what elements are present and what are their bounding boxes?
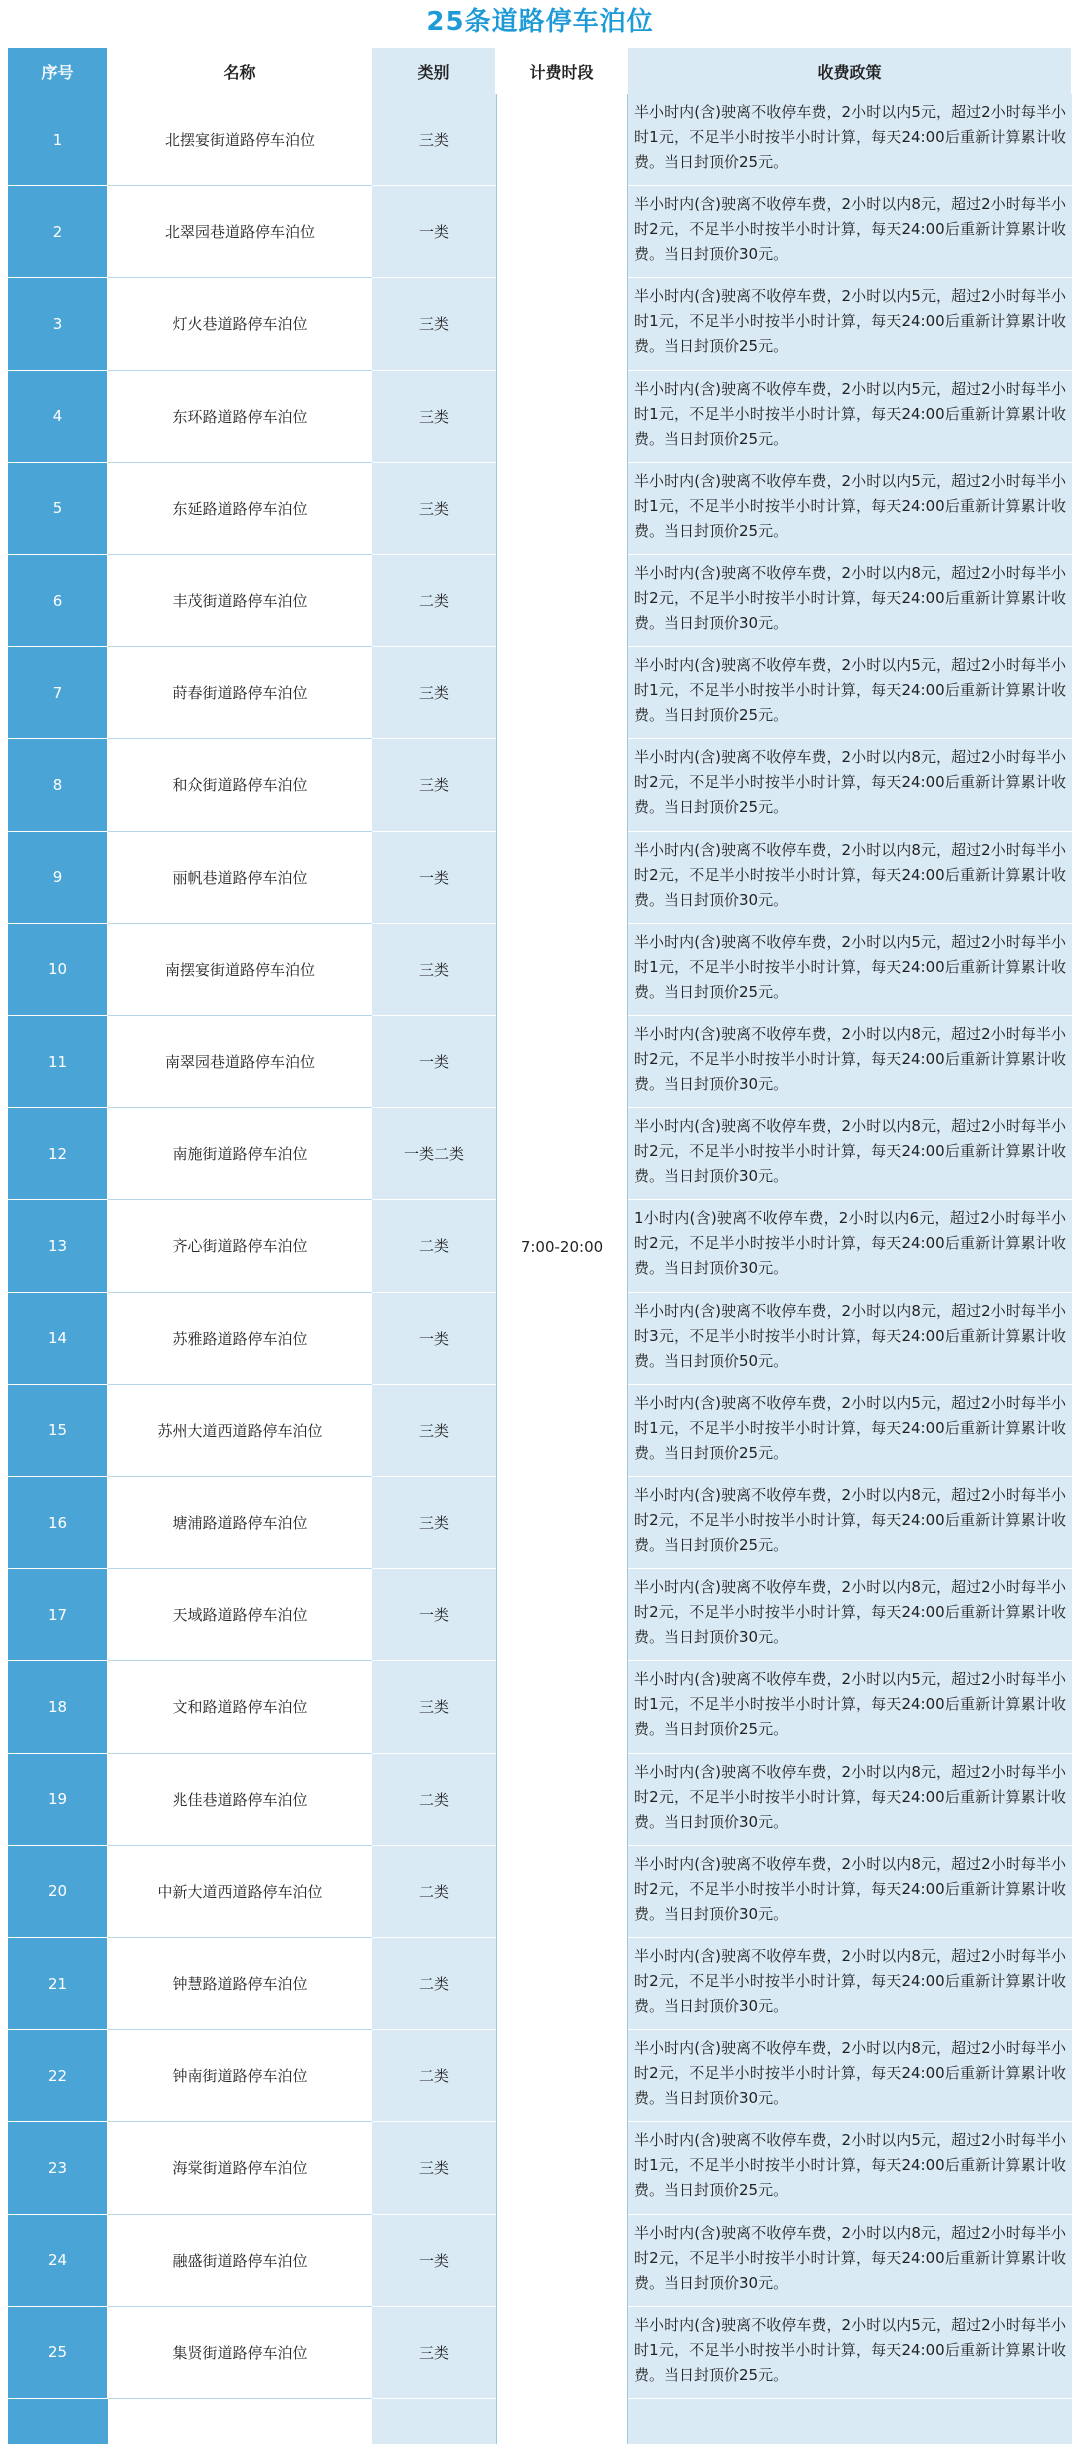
row-seq: 24 xyxy=(8,2215,108,2307)
row-name: 南施街道路停车泊位 xyxy=(108,1108,372,1200)
row-policy: 半小时内(含)驶离不收停车费，2小时以内8元，超过2小时每半小时2元，不足半小时按半小时计算，每天24:00后重新计算累计收费。当日封顶价30元。 xyxy=(628,1016,1072,1108)
row-policy: 半小时内(含)驶离不收停车费，2小时以内5元，超过2小时每半小时1元，不足半小时按半小时计算，每天24:00后重新计算累计收费。当日封顶价25元。 xyxy=(628,463,1072,555)
row-policy: 半小时内(含)驶离不收停车费，2小时以内5元，超过2小时每半小时1元，不足半小时按半小时计算，每天24:00后重新计算累计收费。当日封顶价25元。 xyxy=(628,278,1072,370)
row-seq: 8 xyxy=(8,739,108,831)
row-name: 丰茂街道路停车泊位 xyxy=(108,555,372,647)
row-name: 天域路道路停车泊位 xyxy=(108,1569,372,1661)
row-name: 南翠园巷道路停车泊位 xyxy=(108,1016,372,1108)
row-category: 三类 xyxy=(372,2122,496,2214)
header-name: 名称 xyxy=(108,48,372,94)
table-footer-stub xyxy=(372,2399,496,2444)
row-category: 三类 xyxy=(372,278,496,370)
row-seq: 6 xyxy=(8,555,108,647)
row-policy: 半小时内(含)驶离不收停车费，2小时以内5元，超过2小时每半小时1元，不足半小时按半小时计算，每天24:00后重新计算累计收费。当日封顶价25元。 xyxy=(628,371,1072,463)
row-policy: 半小时内(含)驶离不收停车费，2小时以内8元，超过2小时每半小时2元，不足半小时按半小时计算，每天24:00后重新计算累计收费。当日封顶价30元。 xyxy=(628,2215,1072,2307)
row-category: 三类 xyxy=(372,1385,496,1477)
row-seq: 4 xyxy=(8,371,108,463)
row-name: 苏州大道西道路停车泊位 xyxy=(108,1385,372,1477)
row-policy: 半小时内(含)驶离不收停车费，2小时以内5元，超过2小时每半小时1元，不足半小时按半小时计算，每天24:00后重新计算累计收费。当日封顶价25元。 xyxy=(628,2122,1072,2214)
row-seq: 9 xyxy=(8,832,108,924)
row-name: 东环路道路停车泊位 xyxy=(108,371,372,463)
row-policy: 半小时内(含)驶离不收停车费，2小时以内8元，超过2小时每半小时2元，不足半小时按半小时计算，每天24:00后重新计算累计收费。当日封顶价25元。 xyxy=(628,1477,1072,1569)
row-category: 二类 xyxy=(372,1200,496,1292)
row-category: 三类 xyxy=(372,647,496,739)
row-seq: 21 xyxy=(8,1938,108,2030)
row-policy: 半小时内(含)驶离不收停车费，2小时以内8元，超过2小时每半小时2元，不足半小时按半小时计算，每天24:00后重新计算累计收费。当日封顶价30元。 xyxy=(628,1754,1072,1846)
time-period-cell: 7:00-20:00 xyxy=(496,94,628,2399)
row-policy: 半小时内(含)驶离不收停车费，2小时以内8元，超过2小时每半小时2元，不足半小时按半小时计算，每天24:00后重新计算累计收费。当日封顶价25元。 xyxy=(628,739,1072,831)
row-seq: 1 xyxy=(8,94,108,186)
row-category: 三类 xyxy=(372,2307,496,2399)
row-policy: 半小时内(含)驶离不收停车费，2小时以内5元，超过2小时每半小时1元，不足半小时按半小时计算，每天24:00后重新计算累计收费。当日封顶价25元。 xyxy=(628,2307,1072,2399)
row-category: 二类 xyxy=(372,1846,496,1938)
row-policy: 半小时内(含)驶离不收停车费，2小时以内8元，超过2小时每半小时2元，不足半小时按半小时计算，每天24:00后重新计算累计收费。当日封顶价30元。 xyxy=(628,1108,1072,1200)
row-policy: 半小时内(含)驶离不收停车费，2小时以内8元，超过2小时每半小时2元，不足半小时按半小时计算，每天24:00后重新计算累计收费。当日封顶价30元。 xyxy=(628,2030,1072,2122)
row-name: 莳春街道路停车泊位 xyxy=(108,647,372,739)
row-policy: 半小时内(含)驶离不收停车费，2小时以内5元，超过2小时每半小时1元，不足半小时按半小时计算，每天24:00后重新计算累计收费。当日封顶价25元。 xyxy=(628,1385,1072,1477)
row-category: 一类二类 xyxy=(372,1108,496,1200)
row-policy: 半小时内(含)驶离不收停车费，2小时以内8元，超过2小时每半小时2元，不足半小时按半小时计算，每天24:00后重新计算累计收费。当日封顶价30元。 xyxy=(628,832,1072,924)
table-footer-stub xyxy=(108,2399,372,2444)
row-category: 三类 xyxy=(372,1477,496,1569)
row-name: 钟南街道路停车泊位 xyxy=(108,2030,372,2122)
row-category: 三类 xyxy=(372,94,496,186)
row-name: 齐心街道路停车泊位 xyxy=(108,1200,372,1292)
row-name: 集贤街道路停车泊位 xyxy=(108,2307,372,2399)
row-category: 二类 xyxy=(372,2030,496,2122)
row-name: 南摆宴街道路停车泊位 xyxy=(108,924,372,1016)
row-policy: 半小时内(含)驶离不收停车费，2小时以内5元，超过2小时每半小时1元，不足半小时按半小时计算，每天24:00后重新计算累计收费。当日封顶价25元。 xyxy=(628,1661,1072,1753)
row-seq: 17 xyxy=(8,1569,108,1661)
header-policy: 收费政策 xyxy=(628,48,1072,94)
table-footer-stub xyxy=(8,2399,108,2444)
row-category: 三类 xyxy=(372,924,496,1016)
row-category: 三类 xyxy=(372,371,496,463)
row-seq: 14 xyxy=(8,1293,108,1385)
row-policy: 半小时内(含)驶离不收停车费，2小时以内8元，超过2小时每半小时2元，不足半小时按半小时计算，每天24:00后重新计算累计收费。当日封顶价30元。 xyxy=(628,555,1072,647)
row-policy: 半小时内(含)驶离不收停车费，2小时以内5元，超过2小时每半小时1元，不足半小时按半小时计算，每天24:00后重新计算累计收费。当日封顶价25元。 xyxy=(628,924,1072,1016)
row-seq: 3 xyxy=(8,278,108,370)
row-name: 融盛街道路停车泊位 xyxy=(108,2215,372,2307)
row-name: 文和路道路停车泊位 xyxy=(108,1661,372,1753)
row-policy: 半小时内(含)驶离不收停车费，2小时以内5元，超过2小时每半小时1元，不足半小时按半小时计算，每天24:00后重新计算累计收费。当日封顶价25元。 xyxy=(628,647,1072,739)
row-category: 三类 xyxy=(372,463,496,555)
row-seq: 11 xyxy=(8,1016,108,1108)
row-name: 钟慧路道路停车泊位 xyxy=(108,1938,372,2030)
row-seq: 10 xyxy=(8,924,108,1016)
row-category: 三类 xyxy=(372,739,496,831)
row-seq: 15 xyxy=(8,1385,108,1477)
row-seq: 25 xyxy=(8,2307,108,2399)
row-category: 一类 xyxy=(372,186,496,278)
header-seq: 序号 xyxy=(8,48,108,94)
row-category: 一类 xyxy=(372,2215,496,2307)
row-name: 北摆宴街道路停车泊位 xyxy=(108,94,372,186)
page-title: 25条道路停车泊位 xyxy=(426,7,654,37)
row-seq: 2 xyxy=(8,186,108,278)
row-seq: 5 xyxy=(8,463,108,555)
row-seq: 16 xyxy=(8,1477,108,1569)
row-seq: 23 xyxy=(8,2122,108,2214)
row-name: 塘浦路道路停车泊位 xyxy=(108,1477,372,1569)
row-policy: 半小时内(含)驶离不收停车费，2小时以内8元，超过2小时每半小时2元，不足半小时按半小时计算，每天24:00后重新计算累计收费。当日封顶价30元。 xyxy=(628,1569,1072,1661)
row-seq: 22 xyxy=(8,2030,108,2122)
row-name: 苏雅路道路停车泊位 xyxy=(108,1293,372,1385)
row-name: 和众街道路停车泊位 xyxy=(108,739,372,831)
row-seq: 12 xyxy=(8,1108,108,1200)
row-name: 兆佳巷道路停车泊位 xyxy=(108,1754,372,1846)
row-category: 二类 xyxy=(372,1754,496,1846)
row-category: 三类 xyxy=(372,1661,496,1753)
row-policy: 半小时内(含)驶离不收停车费，2小时以内8元，超过2小时每半小时3元，不足半小时按半小时计算，每天24:00后重新计算累计收费。当日封顶价50元。 xyxy=(628,1293,1072,1385)
row-policy: 半小时内(含)驶离不收停车费，2小时以内8元，超过2小时每半小时2元，不足半小时按半小时计算，每天24:00后重新计算累计收费。当日封顶价30元。 xyxy=(628,186,1072,278)
header-category: 类别 xyxy=(372,48,496,94)
row-seq: 20 xyxy=(8,1846,108,1938)
row-category: 一类 xyxy=(372,1016,496,1108)
row-name: 灯火巷道路停车泊位 xyxy=(108,278,372,370)
header-time: 计费时段 xyxy=(496,48,628,94)
table-footer-stub xyxy=(628,2399,1072,2444)
row-seq: 19 xyxy=(8,1754,108,1846)
row-category: 二类 xyxy=(372,1938,496,2030)
row-policy: 1小时内(含)驶离不收停车费，2小时以内6元，超过2小时每半小时2元，不足半小时按半小时计算，每天24:00后重新计算累计收费。当日封顶价30元。 xyxy=(628,1200,1072,1292)
row-name: 中新大道西道路停车泊位 xyxy=(108,1846,372,1938)
row-category: 二类 xyxy=(372,555,496,647)
parking-fee-table xyxy=(8,48,1072,2444)
row-seq: 18 xyxy=(8,1661,108,1753)
row-name: 丽帆巷道路停车泊位 xyxy=(108,832,372,924)
row-name: 海棠街道路停车泊位 xyxy=(108,2122,372,2214)
row-name: 北翠园巷道路停车泊位 xyxy=(108,186,372,278)
row-policy: 半小时内(含)驶离不收停车费，2小时以内8元，超过2小时每半小时2元，不足半小时按半小时计算，每天24:00后重新计算累计收费。当日封顶价30元。 xyxy=(628,1938,1072,2030)
table-footer-stub xyxy=(496,2399,628,2444)
row-category: 一类 xyxy=(372,1569,496,1661)
row-policy: 半小时内(含)驶离不收停车费，2小时以内8元，超过2小时每半小时2元，不足半小时按半小时计算，每天24:00后重新计算累计收费。当日封顶价30元。 xyxy=(628,1846,1072,1938)
row-seq: 7 xyxy=(8,647,108,739)
row-seq: 13 xyxy=(8,1200,108,1292)
row-policy: 半小时内(含)驶离不收停车费，2小时以内5元，超过2小时每半小时1元，不足半小时按半小时计算，每天24:00后重新计算累计收费。当日封顶价25元。 xyxy=(628,94,1072,186)
row-category: 一类 xyxy=(372,1293,496,1385)
row-category: 一类 xyxy=(372,832,496,924)
row-name: 东延路道路停车泊位 xyxy=(108,463,372,555)
